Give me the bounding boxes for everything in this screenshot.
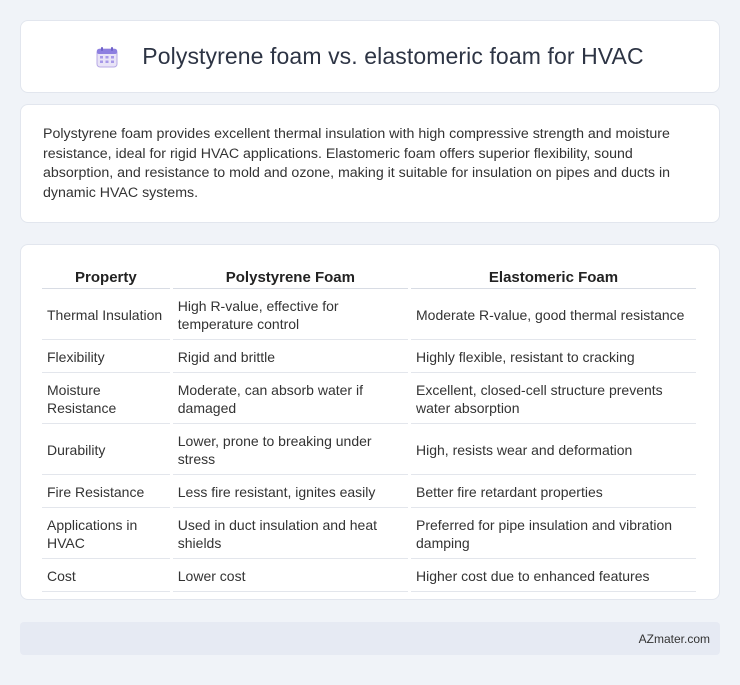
comparison-table (39, 263, 699, 594)
property-cell: Thermal Insulation (42, 291, 170, 340)
elastomeric-cell: Excellent, closed-cell structure prevents water absorption (411, 375, 696, 424)
property-cell: Applications in HVAC (42, 510, 170, 559)
polystyrene-cell: Lower cost (173, 561, 408, 592)
table-row (42, 291, 696, 340)
property-cell: Flexibility (42, 342, 170, 373)
polystyrene-cell: Rigid and brittle (173, 342, 408, 373)
elastomeric-cell: Higher cost due to enhanced features (411, 561, 696, 592)
polystyrene-cell: Lower, prone to breaking under stress (173, 426, 408, 475)
calendar-icon (96, 46, 118, 68)
table-row (42, 510, 696, 559)
elastomeric-cell: Highly flexible, resistant to cracking (411, 342, 696, 373)
table-row (42, 375, 696, 424)
title-card (20, 20, 720, 93)
column-header: Elastomeric Foam (411, 265, 696, 289)
table-row (42, 426, 696, 475)
polystyrene-cell: Less fire resistant, ignites easily (173, 477, 408, 508)
table-header-row (42, 265, 696, 289)
polystyrene-cell: High R-value, effective for temperature control (173, 291, 408, 340)
column-header: Polystyrene Foam (173, 265, 408, 289)
elastomeric-cell: Moderate R-value, good thermal resistance (411, 291, 696, 340)
table-row (42, 561, 696, 592)
table-row (42, 477, 696, 508)
property-cell: Fire Resistance (42, 477, 170, 508)
table-row (42, 342, 696, 373)
property-cell: Cost (42, 561, 170, 592)
elastomeric-cell: Preferred for pipe insulation and vibration damping (411, 510, 696, 559)
summary-card (20, 104, 720, 223)
polystyrene-cell: Used in duct insulation and heat shields (173, 510, 408, 559)
elastomeric-cell: Better fire retardant properties (411, 477, 696, 508)
page-title: Polystyrene foam vs. elastomeric foam for HVAC (142, 43, 644, 69)
property-cell: Moisture Resistance (42, 375, 170, 424)
property-cell: Durability (42, 426, 170, 475)
summary-text: Polystyrene foam provides excellent thermal insulation with high compressive strength and moisture resistance, ideal for rigid HVAC applications. Elastomeric foam offers superior flexibility, sound absorption, and resistance to mold and ozone, making it suitable for insulation on pipes and ducts in dynamic HVAC systems. (43, 126, 671, 201)
polystyrene-cell: Moderate, can absorb water if damaged (173, 375, 408, 424)
elastomeric-cell: High, resists wear and deformation (411, 426, 696, 475)
footer-bar (20, 622, 720, 655)
column-header: Property (42, 265, 170, 289)
comparison-table-card (20, 244, 720, 600)
footer-brand: AZmater.com (638, 631, 710, 646)
